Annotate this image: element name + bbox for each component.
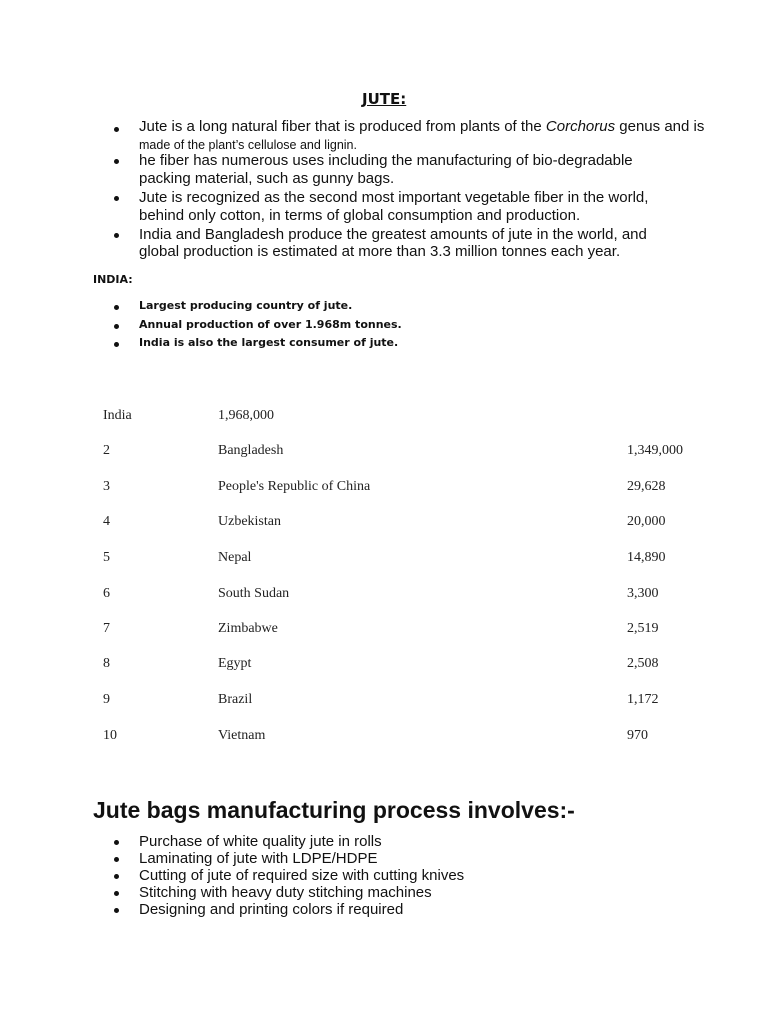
bullet-dot	[114, 891, 119, 896]
process-item: Cutting of jute of required size with cutting knives	[139, 867, 465, 884]
table-cell: 20,000	[627, 514, 666, 529]
intro-bullet-4-line2: global production is estimated at more than 3.3 million tonnes each year.	[139, 243, 621, 260]
india-heading: INDIA:	[93, 273, 133, 286]
table-cell: 8	[103, 656, 110, 671]
table-cell: 1,968,000	[218, 408, 274, 423]
table-cell: 9	[103, 692, 110, 707]
table-cell: Uzbekistan	[218, 514, 281, 529]
table-cell: 5	[103, 550, 110, 565]
table-cell: 29,628	[627, 479, 666, 494]
table-cell: 6	[103, 586, 110, 601]
table-cell: Vietnam	[218, 728, 266, 743]
table-cell: Nepal	[218, 550, 252, 565]
intro-bullet-1-line2: made of the plant’s cellulose and lignin.	[139, 138, 357, 152]
table-cell: 2,508	[627, 656, 659, 671]
bullet-dot	[114, 908, 119, 913]
table-cell: Zimbabwe	[218, 621, 278, 636]
table-cell: 970	[627, 728, 648, 743]
process-item: Laminating of jute with LDPE/HDPE	[139, 850, 378, 867]
bullet-dot	[114, 857, 119, 862]
bullet-dot	[114, 159, 119, 164]
page-title: JUTE:	[362, 90, 407, 108]
bullet-dot	[114, 874, 119, 879]
table-cell: 2,519	[627, 621, 659, 636]
intro-bullet-1-line1: Jute is a long natural fiber that is produced from plants of the Corchorus genus and is	[139, 118, 705, 135]
process-item: Stitching with heavy duty stitching machines	[139, 884, 432, 901]
table-cell: 3	[103, 479, 110, 494]
process-heading: Jute bags manufacturing process involves:-	[93, 797, 575, 823]
india-item: Largest producing country of jute.	[139, 299, 353, 312]
table-cell: 1,349,000	[627, 443, 683, 458]
intro-bullet-3-line2: behind only cotton, in terms of global consumption and production.	[139, 207, 581, 224]
intro-bullet-3-line1: Jute is recognized as the second most important vegetable fiber in the world,	[139, 189, 649, 206]
table-cell: South Sudan	[218, 586, 290, 601]
table-cell: People's Republic of China	[218, 479, 371, 494]
bullet-dot	[114, 127, 119, 132]
intro-bullet-2-line2: packing material, such as gunny bags.	[139, 170, 395, 187]
india-item: India is also the largest consumer of jute.	[139, 336, 399, 349]
intro-bullet-2-line1: he fiber has numerous uses including the manufacturing of bio-degradable	[139, 152, 633, 169]
table-cell: 4	[103, 514, 110, 529]
table-cell: 14,890	[627, 550, 666, 565]
table-cell: 10	[103, 728, 117, 743]
table-cell: 3,300	[627, 586, 659, 601]
bullet-dot	[114, 305, 119, 310]
table-cell: Bangladesh	[218, 443, 284, 458]
bullet-dot	[114, 196, 119, 201]
india-item: Annual production of over 1.968m tonnes.	[139, 318, 402, 331]
bullet-dot	[114, 324, 119, 329]
table-cell: Brazil	[218, 692, 253, 707]
table-cell: 1,172	[627, 692, 659, 707]
process-item: Designing and printing colors if required	[139, 901, 404, 918]
table-cell: Egypt	[218, 656, 252, 671]
table-cell: 2	[103, 443, 110, 458]
bullet-dot	[114, 233, 119, 238]
intro-bullet-4-line1: India and Bangladesh produce the greatest amounts of jute in the world, and	[139, 226, 647, 243]
bullet-dot	[114, 840, 119, 845]
table-cell: 7	[103, 621, 110, 636]
table-cell: India	[103, 408, 132, 423]
process-item: Purchase of white quality jute in rolls	[139, 833, 382, 850]
bullet-dot	[114, 342, 119, 347]
